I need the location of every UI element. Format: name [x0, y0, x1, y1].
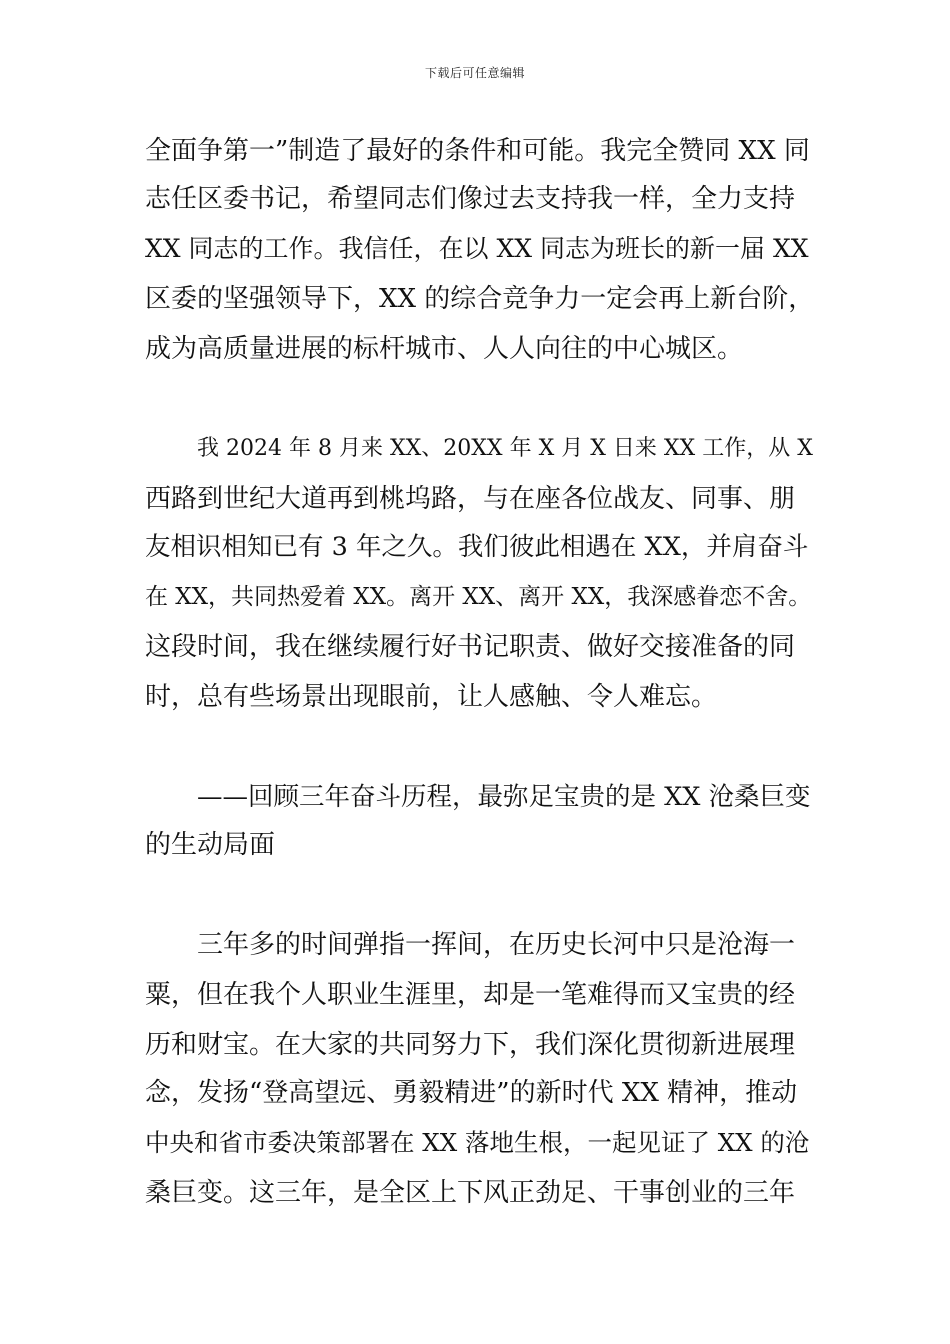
- paragraph-1-line-1: 全面争第一”制造了最好的条件和可能。我完全赞同 XX 同: [145, 136, 810, 166]
- page-header: 下载后可任意编辑: [424, 66, 525, 80]
- section-heading-line-1: ——回顾三年奋斗历程，最弥足宝贵的是 XX 沧桑巨变: [197, 782, 811, 812]
- paragraph-4-line-4: 念，发扬“登高望远、勇毅精进”的新时代 XX 精神，推动: [145, 1078, 798, 1108]
- paragraph-4-line-3: 历和财宝。在大家的共同努力下，我们深化贯彻新进展理: [145, 1030, 796, 1060]
- paragraph-2-line-2: 西路到世纪大道再到桃坞路，与在座各位战友、同事、朋: [145, 484, 796, 514]
- section-heading-line-2: 的生动局面: [145, 830, 276, 860]
- paragraph-2-line-5: 这段时间，我在继续履行好书记职责、做好交接准备的同: [145, 632, 796, 662]
- paragraph-1-line-2: 志任区委书记，希望同志们像过去支持我一样，全力支持: [145, 184, 796, 214]
- paragraph-4-line-2: 粟，但在我个人职业生涯里，却是一笔难得而又宝贵的经: [145, 980, 796, 1010]
- paragraph-1-line-5: 成为高质量进展的标杆城市、人人向往的中心城区。: [145, 334, 744, 364]
- paragraph-2-line-3: 友相识相知已有 3 年之久。我们彼此相遇在 XX，并肩奋斗: [145, 532, 809, 562]
- paragraph-4-line-6: 桑巨变。这三年，是全区上下风正劲足、干事创业的三年: [145, 1178, 796, 1208]
- paragraph-4-line-5: 中央和省市委决策部署在 XX 落地生根，一起见证了 XX 的沧: [145, 1128, 810, 1157]
- paragraph-1-line-4: 区委的坚强领导下，XX 的综合竞争力一定会再上新台阶，: [145, 284, 815, 314]
- paragraph-4-line-1: 三年多的时间弹指一挥间，在历史长河中只是沧海一: [197, 930, 796, 960]
- paragraph-2-line-1: 我 2024 年 8 月来 XX、20XX 年 X 月 X 日来 XX 工作，从 X: [197, 436, 813, 461]
- paragraph-2-line-4: 在 XX，共同热爱着 XX。离开 XX、离开 XX，我深感眷恋不舍。: [145, 584, 812, 610]
- paragraph-1-line-3: XX 同志的工作。我信任，在以 XX 同志为班长的新一届 XX: [145, 234, 809, 263]
- paragraph-2-line-6: 时，总有些场景出现眼前，让人感触、令人难忘。: [145, 682, 718, 712]
